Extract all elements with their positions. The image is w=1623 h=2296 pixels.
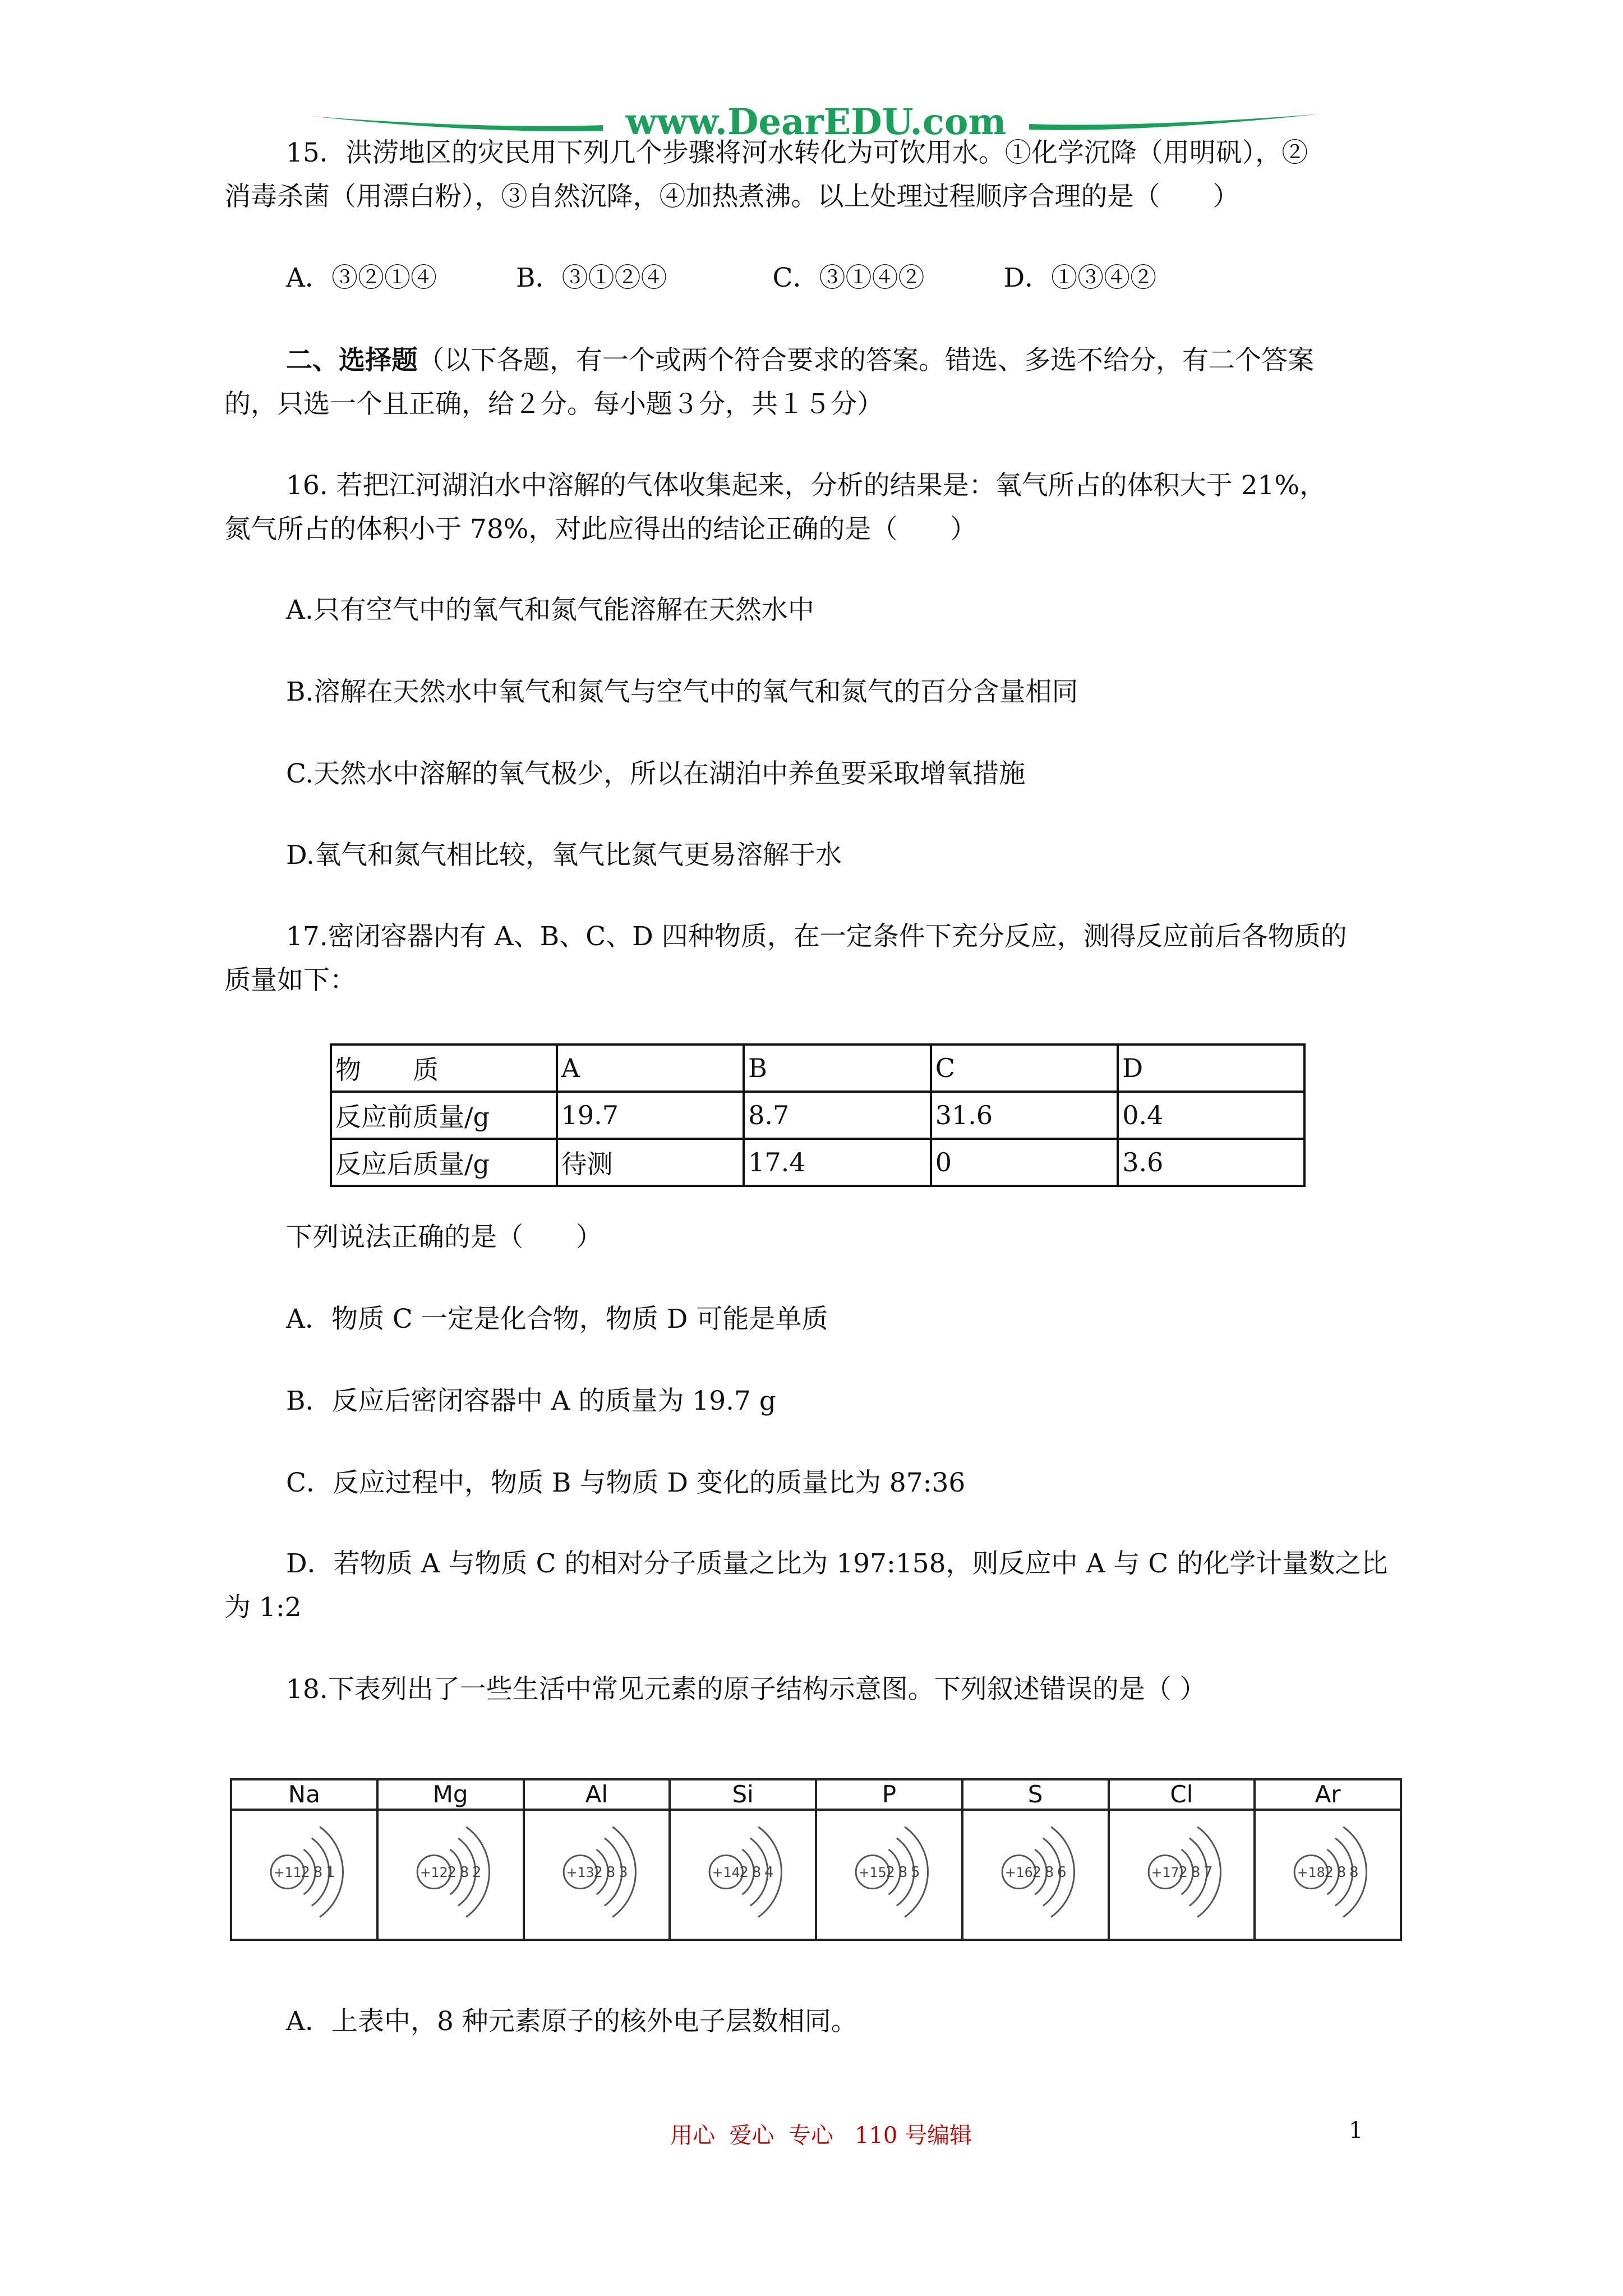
page-number: 1 (1349, 2118, 1363, 2143)
site-name: www.DearEDU.com (625, 104, 1007, 143)
q15-line2: 消毒杀菌（用漂白粉），③自然沉降，④加热煮沸。以上处理过程顺序合理的是（ ） (224, 181, 1239, 212)
table-cell: 31.6 (931, 1092, 1118, 1139)
q15-line1: 15．洪涝地区的灾民用下列几个步骤将河水转化为可饮用水。①化学沉降（用明矾），② (286, 137, 1308, 168)
table-cell: 19.7 (557, 1092, 744, 1139)
section2-title: 二、选择题 (286, 345, 418, 376)
q17-option-c: C．反应过程中，物质 B 与物质 D 变化的质量比为 87:36 (286, 1467, 966, 1498)
atom-structure-diagram (817, 1811, 961, 1939)
section2-instructions: （以下各题，有一个或两个符合要求的答案。错选、多选不给分，有二个答案 (418, 345, 1314, 376)
atom-diagram (671, 1811, 815, 1939)
q17-line2: 质量如下： (224, 965, 356, 996)
mass-table (330, 1043, 1306, 1187)
nucleus-charge: +12 (419, 1864, 448, 1880)
element-symbol: Mg (379, 1780, 523, 1811)
atom-structure-diagram (525, 1811, 669, 1939)
electron-counts: 285 (886, 1864, 924, 1881)
electron-counts: 287 (1178, 1864, 1216, 1881)
table-row (331, 1139, 1304, 1186)
q16-option-c: C.天然水中溶解的氧气极少，所以在湖泊中养鱼要采取增氧措施 (286, 758, 1026, 789)
table-row (331, 1092, 1304, 1139)
electron-counts: 283 (593, 1864, 631, 1881)
table-cell: D (1118, 1045, 1304, 1092)
nucleus-charge: +13 (566, 1864, 594, 1880)
table-cell: C (931, 1045, 1118, 1092)
table-cell: 反应后质量/g (331, 1139, 557, 1186)
atom-diagram (1110, 1811, 1254, 1939)
atom-structure-diagram (1256, 1811, 1400, 1939)
atom-structure-diagram (232, 1811, 376, 1939)
element-symbol: Ar (1256, 1780, 1400, 1811)
electron-counts: 282 (447, 1864, 485, 1881)
atom-structure-diagram (1110, 1811, 1254, 1939)
atom-structure-diagram (963, 1811, 1108, 1939)
q15-options: A．③②①④ B．③①②④ C．③①④② D．①③④② (286, 263, 1157, 293)
element-symbol: P (817, 1780, 961, 1811)
table-cell: 0.4 (1118, 1092, 1304, 1139)
atom-diagram (232, 1811, 376, 1939)
element-cell (1256, 1780, 1400, 1939)
table-row (331, 1045, 1304, 1092)
q16-option-d: D.氧气和氮气相比较，氧气比氮气更易溶解于水 (286, 840, 842, 871)
element-cell (232, 1780, 379, 1939)
table-cell: 8.7 (744, 1092, 931, 1139)
atom-diagram (525, 1811, 669, 1939)
q17-prompt: 下列说法正确的是（ ） (286, 1222, 602, 1253)
atom-diagram (1256, 1811, 1400, 1939)
element-symbol: Cl (1110, 1780, 1254, 1811)
nucleus-charge: +15 (858, 1864, 887, 1880)
q16-line1: 16. 若把江河湖泊水中溶解的气体收集起来，分析的结果是：氧气所占的体积大于 21%， (286, 470, 1326, 501)
electron-counts: 286 (1032, 1864, 1070, 1881)
section2-line1 (286, 339, 1314, 382)
nucleus-charge: +14 (712, 1864, 740, 1880)
table-cell: A (557, 1045, 744, 1092)
element-symbol: S (963, 1780, 1108, 1811)
atom-diagram (963, 1811, 1108, 1939)
table-cell: 物 质 (331, 1045, 557, 1092)
atom-diagram (817, 1811, 961, 1939)
electron-counts: 281 (301, 1864, 339, 1881)
q17-option-d-line2: 为 1:2 (224, 1592, 302, 1623)
q17-option-a: A．物质 C 一定是化合物，物质 D 可能是单质 (286, 1304, 828, 1335)
element-cell (963, 1780, 1110, 1939)
element-symbol: Al (525, 1780, 669, 1811)
nucleus-charge: +17 (1151, 1864, 1179, 1880)
element-cell (817, 1780, 963, 1939)
q18-option-a: A．上表中，8 种元素原子的核外电子层数相同。 (286, 2006, 857, 2037)
q17-option-d-line1: D．若物质 A 与物质 C 的相对分子质量之比为 197:158，则反应中 A 与 C 的化学计量数之比 (286, 1548, 1388, 1579)
table-cell: 3.6 (1118, 1139, 1304, 1186)
atom-diagram (379, 1811, 523, 1939)
atomic-structure-table (230, 1778, 1402, 1941)
table-cell: 0 (931, 1139, 1118, 1186)
element-cell (671, 1780, 817, 1939)
atom-structure-diagram (671, 1811, 815, 1939)
table-cell: B (744, 1045, 931, 1092)
q16-line2: 氮气所占的体积小于 78%，对此应得出的结论正确的是（ ） (224, 514, 977, 545)
element-cell (379, 1780, 525, 1939)
footer-text: 用心 爱心 专心 110 号编辑 (670, 2123, 972, 2148)
q17-option-b: B．反应后密闭容器中 A 的质量为 19.7 g (286, 1386, 776, 1416)
q16-option-b: B.溶解在天然水中氧气和氮气与空气中的氧气和氮气的百分含量相同 (286, 677, 1078, 707)
electron-counts: 284 (739, 1864, 777, 1881)
nucleus-charge: +18 (1297, 1864, 1325, 1880)
element-symbol: Na (232, 1780, 376, 1811)
q16-option-a: A.只有空气中的氧气和氮气能溶解在天然水中 (286, 595, 814, 625)
table-cell: 17.4 (744, 1139, 931, 1186)
table-cell: 待测 (557, 1139, 744, 1186)
q18-line1: 18.下表列出了一些生活中常见元素的原子结构示意图。下列叙述错误的是（ ） (286, 1674, 1206, 1705)
electron-counts: 288 (1324, 1864, 1362, 1881)
atom-structure-diagram (379, 1811, 523, 1939)
element-symbol: Si (671, 1780, 815, 1811)
nucleus-charge: +16 (1004, 1864, 1033, 1880)
element-cell (525, 1780, 671, 1939)
q17-line1: 17.密闭容器内有 A、B、C、D 四种物质，在一定条件下充分反应，测得反应前后各物质的 (286, 921, 1347, 952)
element-cell (1110, 1780, 1256, 1939)
nucleus-charge: +11 (273, 1864, 302, 1880)
table-cell: 反应前质量/g (331, 1092, 557, 1139)
section2-line2: 的，只选一个且正确，给２分。每小题３分，共１５分） (224, 389, 883, 420)
